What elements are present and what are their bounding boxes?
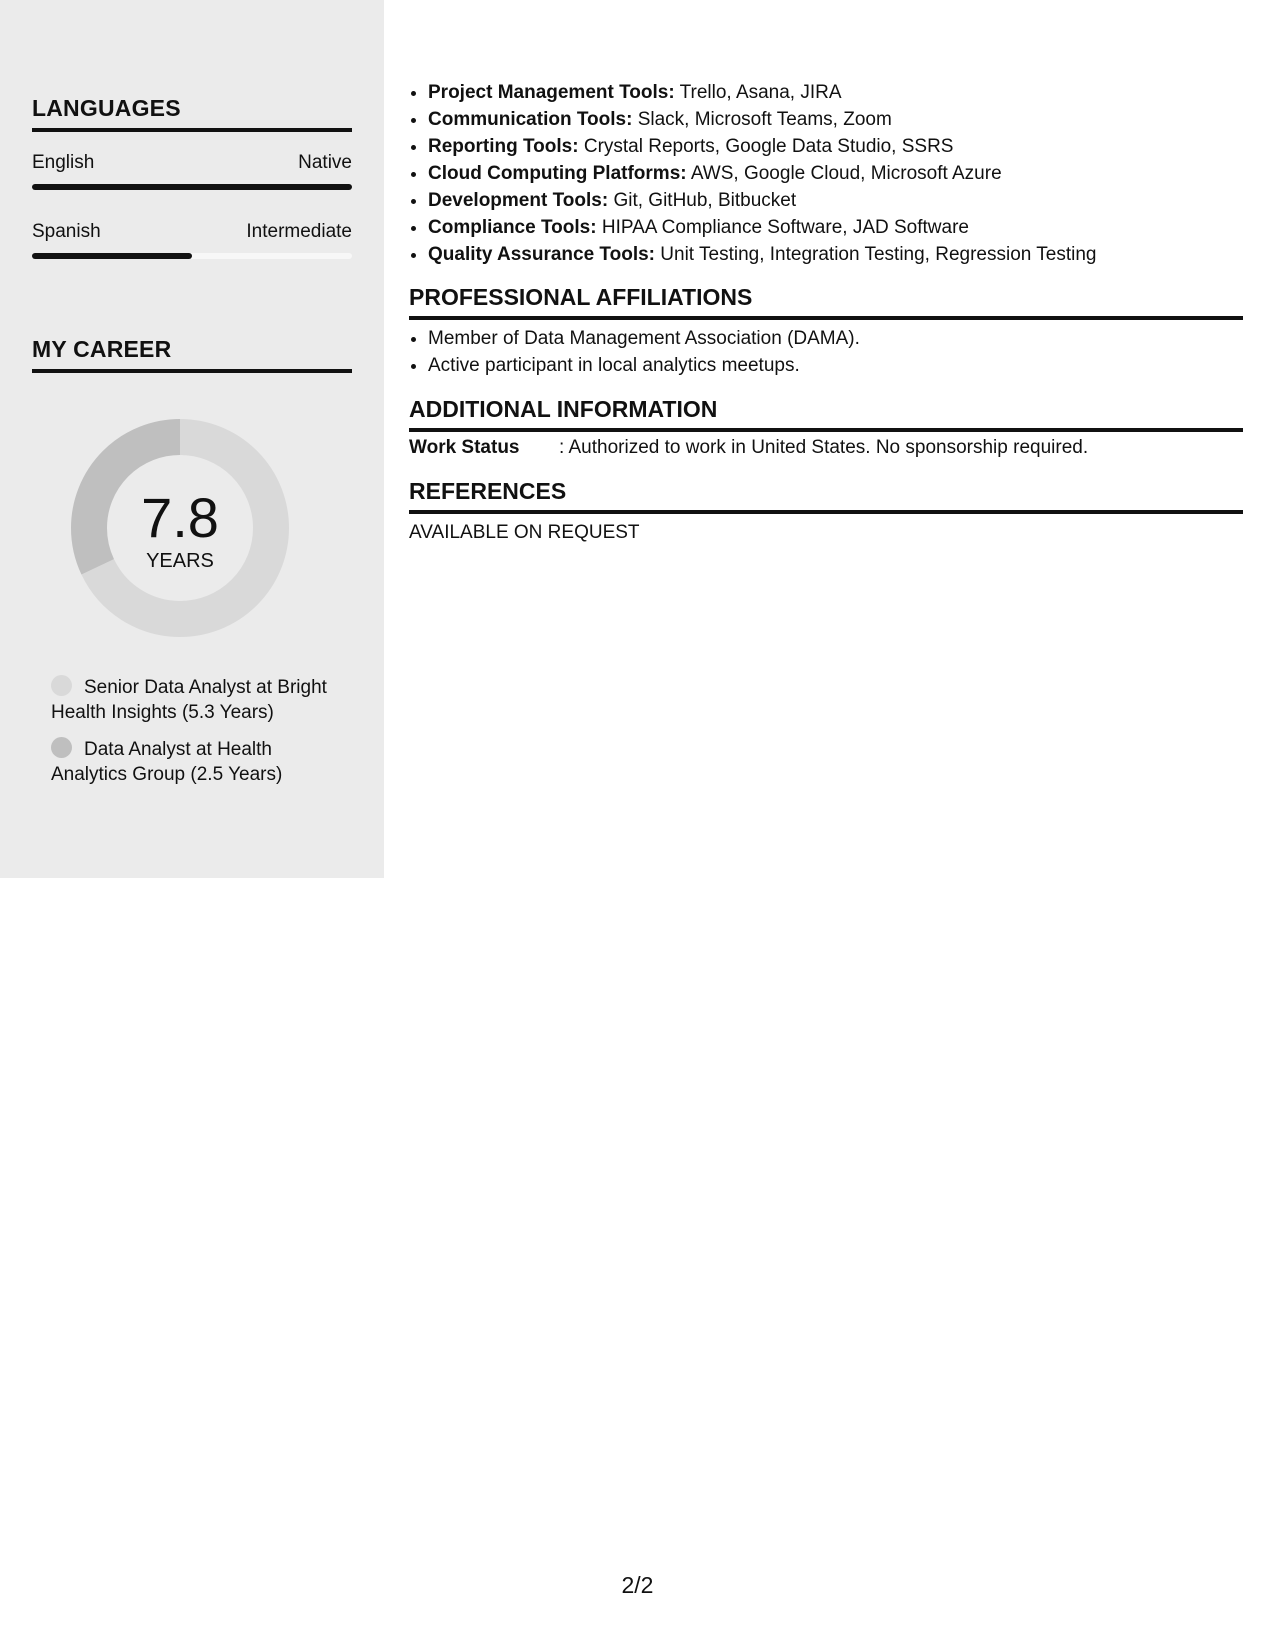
tool-category: Cloud Computing Platforms: [428,163,687,184]
list-item [428,79,1243,106]
language-level: Native [298,152,352,173]
list-item [428,160,1243,187]
tool-category: Quality Assurance Tools: [428,244,655,265]
additional-info-heading: ADDITIONAL INFORMATION [409,396,1243,432]
list-item [428,214,1243,241]
tools-list [409,79,1243,268]
tool-category: Reporting Tools: [428,136,579,157]
language-name: Spanish [32,221,101,242]
tool-values: HIPAA Compliance Software, JAD Software [601,217,969,238]
career-heading: MY CAREER [32,336,352,373]
work-status-label: Work Status [409,437,520,458]
language-row-english [32,152,352,174]
references-text: AVAILABLE ON REQUEST [409,522,640,543]
affiliations-list [409,325,1243,379]
work-status-row [409,437,1088,459]
career-legend-label: Data Analyst at Health Analytics Group (2.5 Years) [51,739,283,785]
list-item: • Member of Data Management Association (DAMA). [428,325,1243,352]
tool-values: Slack, Microsoft Teams, Zoom [637,109,892,130]
career-donut [66,414,294,642]
career-total-unit: YEARS [146,549,214,572]
career-legend-item [51,737,351,787]
list-item [428,106,1243,133]
tool-values: Trello, Asana, JIRA [679,82,842,103]
language-bar-english [32,184,352,190]
tool-category: Development Tools: [428,190,609,211]
language-bar-fill [32,253,192,259]
language-name: English [32,152,95,173]
list-item [428,187,1243,214]
languages-heading: LANGUAGES [32,95,352,132]
work-status-value: : Authorized to work in United States. No sponsorship required. [559,437,1089,458]
career-total-years: 7.8 [141,485,219,549]
tool-category: Communication Tools: [428,109,633,130]
language-level: Intermediate [246,221,352,242]
list-item [428,133,1243,160]
references-heading: REFERENCES [409,478,1243,514]
tool-values: Unit Testing, Integration Testing, Regression Testing [660,244,1097,265]
tool-category: Compliance Tools: [428,217,597,238]
tool-values: Git, GitHub, Bitbucket [613,190,797,211]
language-bar-fill [32,184,352,190]
list-item [428,241,1243,268]
career-donut-center [66,414,294,642]
career-legend-item [51,675,351,725]
affiliations-heading: PROFESSIONAL AFFILIATIONS [409,284,1243,320]
page-number: 2/2 [621,1572,654,1598]
tool-values: Crystal Reports, Google Data Studio, SSRS [583,136,954,157]
sidebar [0,0,384,878]
legend-dot-icon [51,675,72,696]
language-row-spanish [32,221,352,243]
legend-dot-icon [51,737,72,758]
list-item: • Active participant in local analytics meetups. [428,352,1243,379]
language-bar-spanish [32,253,352,259]
career-legend-label: Senior Data Analyst at Bright Health Insights (5.3 Years) [51,677,327,723]
tool-values: AWS, Google Cloud, Microsoft Azure [690,163,1002,184]
tool-category: Project Management Tools: [428,82,675,103]
